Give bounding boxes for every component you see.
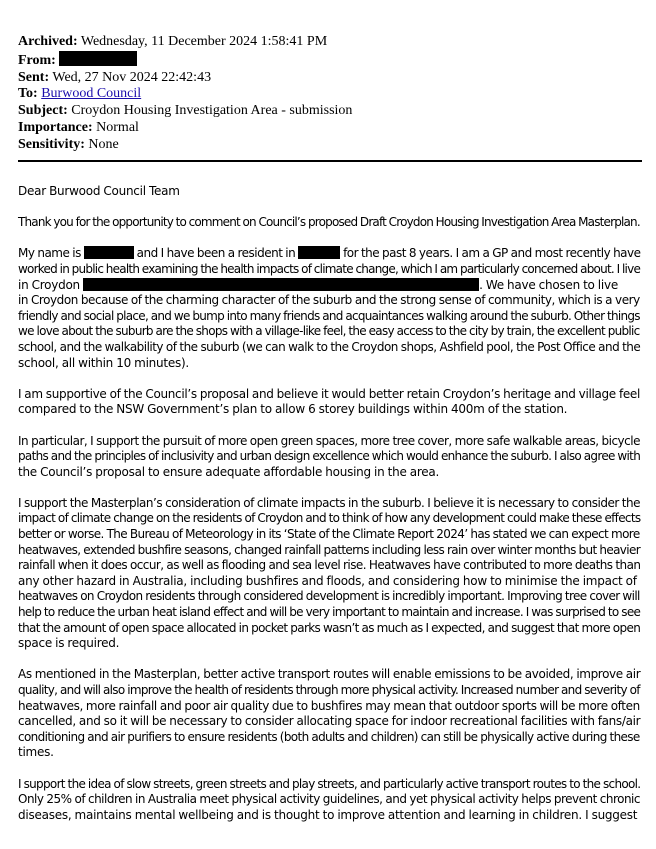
text-segment: and I have been a resident in xyxy=(136,246,296,261)
paragraph-line: worked in public health examining the health impacts of climate change, which I am particularly concerned about. I live xyxy=(18,261,641,276)
sensitivity-row xyxy=(18,137,642,154)
subject-value: Croydon Housing Investigation Area - submission xyxy=(71,103,353,119)
paragraph-line: any other hazard in Australia, including bushfires and floods, and considering how to minimise the impact of xyxy=(18,573,637,588)
paragraph-line xyxy=(18,246,640,262)
sent-value: Wed, 27 Nov 2024 22:42:43 xyxy=(52,69,212,85)
subject-label: Subject: xyxy=(18,103,68,119)
to-row xyxy=(18,86,642,103)
from-row xyxy=(18,51,642,70)
paragraph-3 xyxy=(18,387,640,418)
paragraph-line: cancelled, and so it will be necessary to consider allocating space for indoor recreational facilities with fans/air xyxy=(18,714,641,729)
subject-row xyxy=(18,103,642,120)
paragraph-1 xyxy=(18,215,640,231)
importance-row xyxy=(18,120,642,137)
archived-value: Wednesday, 11 December 2024 1:58:41 PM xyxy=(80,34,328,49)
paragraph-line: space is required. xyxy=(18,636,120,651)
greeting-paragraph xyxy=(18,184,640,200)
paragraph-line: diseases, maintains mental wellbeing and is thought to improve attention and learning in children. I suggest xyxy=(18,807,638,822)
email-header xyxy=(18,34,642,154)
sensitivity-value: None xyxy=(88,136,119,152)
paragraph-line: heatwaves, extended bushfire seasons, changed rainfall patterns including less rain over winter months but heavier xyxy=(18,542,641,557)
paragraph-line: In particular, I support the pursuit of more open green spaces, more tree cover, more safe walkable areas, bicycle xyxy=(18,433,640,448)
text-segment: for the past 8 years. I am a GP and most recently have xyxy=(343,246,641,261)
sent-label: Sent: xyxy=(18,69,50,85)
paragraph-line: the Council’s proposal to ensure adequate affordable housing in the area. xyxy=(18,464,440,479)
paragraph-2 xyxy=(18,246,640,371)
paragraph-line xyxy=(18,278,640,294)
text-segment: My name is xyxy=(18,246,81,261)
importance-value: Normal xyxy=(96,119,139,135)
from-label: From: xyxy=(18,52,56,68)
paragraph-line: Only 25% of children in Australia meet physical activity guidelines, and yet physical activity helps prevent chronic xyxy=(18,792,640,807)
paragraph-line: quality, and will also improve the health of residents through more physical activity. Increased number and severity of xyxy=(18,683,640,697)
paragraph-line: As mentioned in the Masterplan, better active transport routes will enable emissions to be avoided, improve air xyxy=(18,667,641,682)
paragraph-line: friendly and social place, and we bump into many friends and acquaintances walking around the suburb. Other things xyxy=(18,308,640,323)
paragraph-5 xyxy=(18,496,640,652)
to-link[interactable]: Burwood Council xyxy=(41,86,142,102)
paragraph-6 xyxy=(18,667,640,761)
paragraph-line: we love about the suburb are the shops with a village-like feel, the easy access to the city by train, the excellent public xyxy=(18,324,640,339)
text-segment: . We have chosen to live xyxy=(479,277,618,292)
paragraph-7 xyxy=(18,777,640,824)
paragraph-line: better or worse. The Bureau of Meteorology in its ‘State of the Climate Report 2024’ has stated we can expect more xyxy=(18,527,640,542)
archived-label: Archived: xyxy=(18,34,78,49)
location-redaction xyxy=(298,246,340,259)
header-divider xyxy=(18,160,642,162)
to-label: To: xyxy=(18,86,38,102)
name-redaction xyxy=(84,246,134,259)
paragraph-line: times. xyxy=(18,745,54,760)
paragraph-line: I support the idea of slow streets, green streets and play streets, and particularly active transport routes to the school. xyxy=(18,776,641,791)
archived-row xyxy=(18,34,642,51)
paragraph-line: I am supportive of the Council’s proposal and believe it would better retain Croydon’s heritage and village feel xyxy=(18,386,641,401)
paragraph-line: impact of climate change on the residents of Croydon and to think of how any development could make these effects xyxy=(18,511,641,526)
email-body xyxy=(18,184,640,839)
paragraph-line: in Croydon because of the charming character of the suburb and the strong sense of community, which is a very xyxy=(18,293,640,308)
paragraph-line: conditioning and air purifiers to ensure residents (both adults and children) can still be physically active during these xyxy=(18,729,640,744)
paragraph-4 xyxy=(18,434,640,481)
paragraph-line: compared to the NSW Government’s plan to allow 6 storey buildings within 400m of the station. xyxy=(18,402,568,417)
paragraph-line: heatwaves on Croydon residents through considered development is incredibly important. Improving tree cover will xyxy=(18,589,640,604)
paragraph-line: school, and the walkability of the suburb (we can walk to the Croydon shops, Ashfield pool, the Post Office and the xyxy=(18,339,641,354)
greeting: Dear Burwood Council Team xyxy=(18,184,180,198)
paragraph-line: rainfall when it does occur, as well as flooding and sea level rise. Heatwaves have contributed to more deaths than xyxy=(18,558,641,573)
text-segment: in Croydon xyxy=(18,277,80,292)
paragraph-line: that the amount of open space allocated in pocket parks wasn’t as much as I expected, and suggest that more open xyxy=(18,620,641,635)
paragraph-line: I support the Masterplan’s consideration of climate impacts in the suburb. I believe it is necessary to consider the xyxy=(18,495,641,510)
paragraph-line: heatwaves, more rainfall and poor air quality due to bushfires may mean that outdoor sports will be more often xyxy=(18,698,640,713)
paragraph-line: Thank you for the opportunity to comment on Council’s proposed Draft Croydon Housing Investigation Area Masterplan. xyxy=(18,215,640,230)
importance-label: Importance: xyxy=(18,119,93,135)
paragraph-line: school, all within 10 minutes). xyxy=(18,355,189,370)
paragraph-line: help to reduce the urban heat island effect and will be very important to maintain and increase. I was surprised to see xyxy=(18,605,641,620)
paragraph-line: paths and the principles of inclusivity and urban design excellence which would enhance the suburb. I also agree with xyxy=(18,449,641,464)
address-redaction xyxy=(83,278,479,291)
sensitivity-label: Sensitivity: xyxy=(18,136,85,152)
from-redaction xyxy=(59,51,137,66)
sent-row xyxy=(18,70,642,87)
